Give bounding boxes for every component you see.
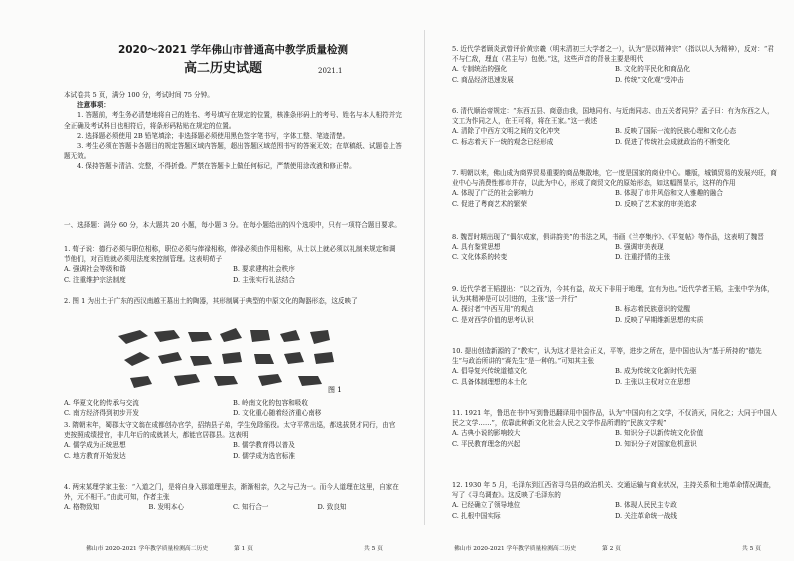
instructions-heading: 注意事项： xyxy=(77,101,110,110)
pottery-shard-icon xyxy=(174,374,200,386)
option-d: D. 促进了传统社会成就政治的不断变化 xyxy=(615,137,730,146)
option-d: D. 知识分子对国家危机意识 xyxy=(615,439,697,448)
option-c: C. 具备体制理想的本土化 xyxy=(452,377,527,386)
question-9 xyxy=(452,284,778,325)
question-stem: 7. 明朝以来，佛山成为商界贸易重要的商品集散地，它一度是国家的商业中心。雕版，城镇贸易的发展兴旺，商业中心与消费性都市并存，以此为中心，形成了商贸文化的原始形态，如这幅图显示，这样的作用 xyxy=(452,169,777,188)
pottery-figure xyxy=(114,322,354,396)
question-5 xyxy=(452,44,778,85)
option-b: B. 知识分子以新传统文化价值 xyxy=(615,429,704,438)
option-c: C. 促进了粤商艺术的繁荣 xyxy=(452,199,527,208)
page-2 xyxy=(452,0,778,561)
pottery-shard-icon xyxy=(214,376,238,386)
option-c: C. 标志着天下一统的观念已经形成 xyxy=(452,137,554,146)
option-c: C. 注重维护宗法制度 xyxy=(64,275,126,284)
option-b: B. 强调审美表现 xyxy=(615,243,664,252)
exam-title: 2020～2021 学年佛山市普通高中教学质量检测 xyxy=(117,44,349,56)
instructions xyxy=(64,90,402,172)
option-b: B. 反映了国际一流的民族心理和文化心态 xyxy=(615,127,737,136)
option-b: B. 要求建构社会秩序 xyxy=(233,265,295,274)
option-a: A. 具有鉴赏思想 xyxy=(452,243,501,252)
footer-right-page: 第 2 页 xyxy=(602,546,621,552)
options xyxy=(452,500,778,520)
pottery-shard-icon xyxy=(258,374,282,386)
question-stem: 1. 荀子说：德行必须与职位相称，职位必须与俸禄相称，俸禄必须由作用相称，从士以上就必须以礼制来规定和调节他们，对百姓就必须用法度来控制管理。这表明荀子 xyxy=(64,245,396,264)
option-c: C. 知行合一 xyxy=(233,503,269,512)
option-b: B. 岭南文化的包容和吸收 xyxy=(233,399,308,407)
pottery-shard-icon xyxy=(118,330,148,344)
footer-left-name: 佛山市 2020-2021 学年教学质量检测高二历史 xyxy=(86,546,209,552)
question-1 xyxy=(64,244,402,285)
option-d: D. 主张实行礼法结合 xyxy=(233,275,295,284)
options xyxy=(452,64,778,84)
option-d: D. 关注革命统一战线 xyxy=(615,511,677,520)
options xyxy=(452,366,778,386)
pottery-shard-icon xyxy=(298,376,322,386)
instruction-item: 1. 答题前，考生务必清楚地将自己的姓名、考号填写在规定的位置，核准条形码上的考号、姓名与本人相符并完全正确及考试科目也相符后，将条形码粘贴在规定的位置。 xyxy=(64,111,402,130)
option-d: D. 文化重心随着经济重心南移 xyxy=(233,409,322,418)
options xyxy=(452,242,778,262)
options xyxy=(64,264,402,284)
page-divider xyxy=(424,30,425,525)
instructions-intro: 本试卷共 5 页，满分 100 分，考试时间 75 分钟。 xyxy=(64,91,214,99)
option-a: A. 倡导复兴传统道德文化 xyxy=(452,367,527,376)
option-c: C. 扎根中国实际 xyxy=(452,511,501,520)
question-stem: 4. 两宋某理学家主张：“入道之门，是将自身入那道理里去，渐渐相亲，久之与己为一。而今人道理在这里，自家在外，元不相干。”由此可知，作者主张 xyxy=(64,483,399,502)
question-stem: 10. 提出创造新源的了“教实”，认为这才是社会正义，平等，进步之所在，是中国也认为“基于所持的“德先生”与政治所讲的“赛先生”是一种的。”可知其主张 xyxy=(452,347,762,366)
question-12 xyxy=(452,480,778,521)
options xyxy=(64,502,402,512)
options xyxy=(64,398,402,418)
figure-caption: 图 1 xyxy=(328,386,342,394)
option-a: A. 已经确立了领导地位 xyxy=(452,501,521,510)
question-stem: 5. 近代学者顾炎武曾评价黄宗羲（明末清初三大学者之一），认为“是以精神宗”（指以以人为精神），反对：“君不与仁敌，理直（君主与）包使。”这，这些声音的背景主要是明代 xyxy=(452,45,774,64)
pottery-shard-icon xyxy=(280,330,300,342)
option-b: B. 标志着民族意识的觉醒 xyxy=(615,305,690,314)
question-7 xyxy=(452,168,778,209)
option-a: A. 格物致知 xyxy=(64,503,100,512)
option-a: A. 专制统治的强化 xyxy=(452,65,508,74)
question-2-options xyxy=(64,398,402,418)
option-b: B. 成为传统文化新时代先驱 xyxy=(615,367,697,376)
question-stem: 11. 1921 年，鲁迅在书中写到鲁迅翻译用中国作品，认为“中国向有之文学，不仅消灭，同化之；大同于中国人民之文学……”，依靠此种新文化社会人民之文学作品所谓的“民族文学观” xyxy=(452,409,777,428)
instruction-item: 4. 保持答题卡清洁、完整，不得折叠。严禁在答题卡上做任何标记，严禁使用涂改液和修正带。 xyxy=(77,162,356,171)
question-4 xyxy=(64,482,402,513)
pottery-shard-icon xyxy=(314,352,334,364)
footer-left-total: 共 5 页 xyxy=(364,546,383,552)
option-a: A. 强调社会等级和谐 xyxy=(64,265,126,274)
options xyxy=(452,304,778,324)
pottery-shard-icon xyxy=(158,352,182,364)
option-a: A. 清除了中西方文明之间的文化冲突 xyxy=(452,127,560,136)
option-a: A. 华夏文化的传承与交流 xyxy=(64,399,139,407)
pottery-shard-icon xyxy=(220,328,242,342)
option-c: C. 平民教育理念的兴起 xyxy=(452,439,521,448)
option-b: B. 体现了市井风俗和文人雅趣的融合 xyxy=(615,189,723,198)
question-stem: 2. 图 1 为出土于广东的西汉南越王墓出土的陶器，其形制属于典型的中原文化的陶器形态，这反映了 xyxy=(64,297,358,305)
option-d: D. 传统“文化观”受冲击 xyxy=(615,75,684,84)
option-a: A. 探讨者“中西互用”的观点 xyxy=(452,305,534,314)
question-11 xyxy=(452,408,778,449)
question-10 xyxy=(452,346,778,387)
pottery-shard-icon xyxy=(222,352,242,364)
option-c: C. 文化体系的转变 xyxy=(452,253,508,262)
pottery-shard-icon xyxy=(188,332,212,342)
option-a: A. 儒学成为正统思想 xyxy=(64,441,126,450)
option-a: A. 体现了广泛的社会影响力 xyxy=(452,189,534,198)
option-d: D. 主张以主权对立在思想 xyxy=(615,377,691,386)
pottery-shard-icon xyxy=(250,330,270,342)
option-b: B. 文化的平民化和商品化 xyxy=(615,65,690,74)
question-8 xyxy=(452,232,778,263)
question-stem: 9. 近代学者王韬提出：“以之而为，今其有益，故天下非用于地理，宜有为也。”近代学者王韬，主张中学为体，认为其精神是可以引进的，主张“送一并行” xyxy=(452,285,774,304)
option-c: C. 商品经济迅速发展 xyxy=(452,75,514,84)
option-a: A. 古典小说的影响较大 xyxy=(452,429,521,438)
question-3 xyxy=(64,420,402,461)
question-2 xyxy=(64,296,402,306)
section-1-heading: 一、选择题：满分 60 分，本大题共 20 小题，每小题 3 分。在每小题给出的四个选项中，只有一项符合题目要求。 xyxy=(64,221,401,229)
footer-right-total: 共 5 页 xyxy=(742,546,761,552)
option-b: B. 体现人民民主专政 xyxy=(615,501,677,510)
pottery-shard-icon xyxy=(190,356,212,366)
option-c: C. 地方教育开始发达 xyxy=(64,451,126,460)
instruction-item: 3. 考生必须在答题卡各题目的规定答题区域内答题，超出答题区域范围书写的答案无效；在草稿纸、试题卷上答题无效。 xyxy=(64,142,402,161)
pottery-shard-icon xyxy=(124,352,150,366)
option-c: C. 是对西学价值的思考认识 xyxy=(452,315,534,324)
option-d: D. 反映了艺术家的审美追求 xyxy=(615,199,697,208)
exam-date: 2021.1 xyxy=(318,67,343,75)
pottery-shard-icon xyxy=(254,354,274,364)
pottery-shard-icon xyxy=(154,330,180,342)
footer-right-name: 佛山市 2020-2021 学年教学质量检测高二历史 xyxy=(454,546,577,552)
option-b: B. 儒学教育得以普及 xyxy=(233,441,295,450)
subject-title: 高二历史试题 xyxy=(184,61,263,76)
question-stem: 6. 清代顺治帝规定：“东西五县、商意由我，国地同有、与近南同志、由五关者同异？孟子曰：有为东西之人，文工为作同之人，在王可将，将在王家。”这一表述 xyxy=(452,107,774,126)
options xyxy=(452,188,778,208)
instruction-item: 2. 选择题必须使用 2B 铅笔填涂；非选择题必须使用黑色签字笔书写，字体工整、笔迹清楚。 xyxy=(77,131,350,140)
question-stem: 12. 1930 年 5 月，毛泽东到江西省寻乌县的政治机关、交通运输与商业状况，主持关系和土地革命情况调查，写了《寻乌调查》。这反映了毛泽东的 xyxy=(452,481,776,500)
options xyxy=(452,428,778,448)
options xyxy=(64,440,402,460)
question-stem: 8. 魏晋时期出现了“偶尔成家，俱讲韵美”的书法之风，书画《兰亭集序》、《平复帖》等作品，这表明了魏晋 xyxy=(452,233,764,241)
question-stem: 3. 隋朝末年，蜀郡太守文翁在成都创办官学，招纳县子弟，学生免除徭役。太守平常出巡，都选拔贤才同行，由官吏按照成绩授官，非几年后的成就甚大，都能官居郡县。这表明 xyxy=(64,421,396,440)
question-6 xyxy=(452,106,778,147)
pottery-shard-icon xyxy=(130,376,152,388)
pottery-shard-icon xyxy=(310,330,330,344)
option-c: C. 南方经济得到初步开发 xyxy=(64,409,139,418)
option-d: D. 反映了早期维新思想的实质 xyxy=(615,315,704,324)
option-d: D. 致良知 xyxy=(317,503,347,512)
section-heading xyxy=(64,220,402,230)
options xyxy=(452,126,778,146)
option-d: D. 注重抒情的主张 xyxy=(615,253,671,262)
option-b: B. 发明本心 xyxy=(148,503,184,512)
pottery-shard-icon xyxy=(284,352,304,364)
option-d: D. 儒学成为选官标准 xyxy=(233,451,295,460)
footer-left-page: 第 1 页 xyxy=(234,546,253,552)
page-1 xyxy=(64,0,402,561)
